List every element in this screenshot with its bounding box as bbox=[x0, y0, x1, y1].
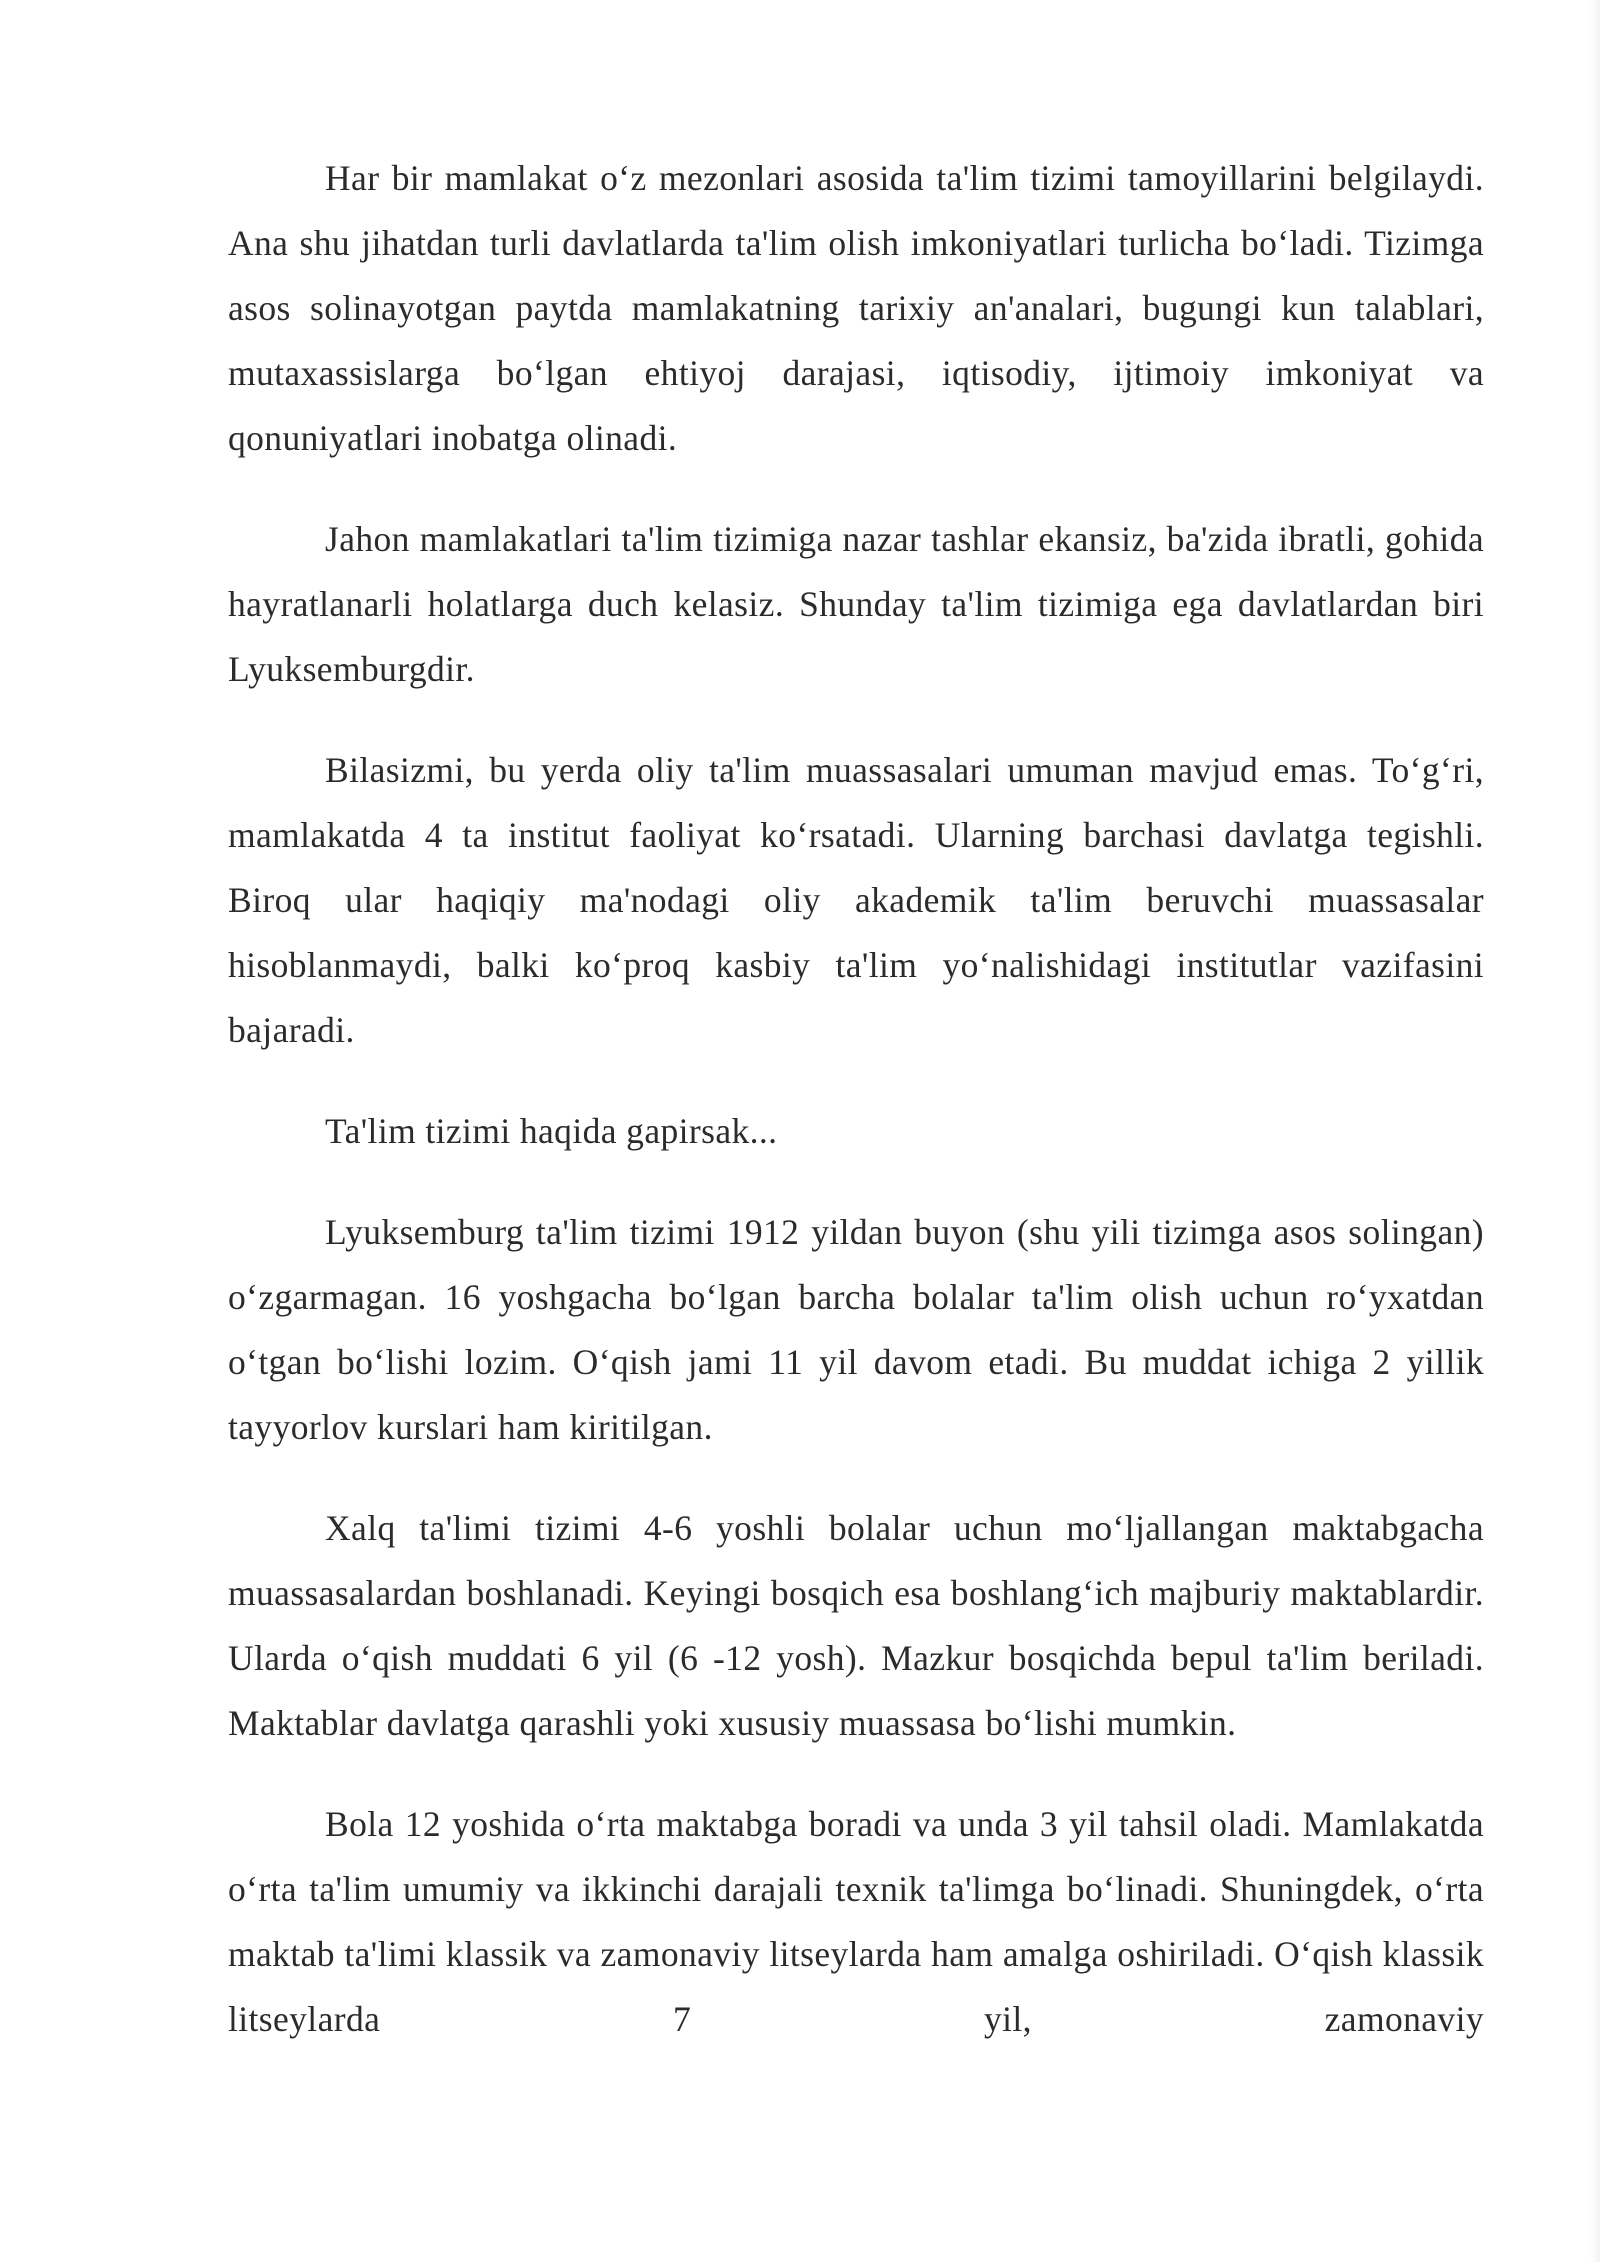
paragraph-2: Jahon mamlakatlari ta'lim tizimiga nazar tashlar ekansiz, ba'zida ibratli, gohida hayratlanarli holatlarga duch kelasiz. Shunday ta'lim tizimiga ega davlatlardan biri Lyuksemburgdir. bbox=[228, 519, 1484, 689]
page-edge-shadow bbox=[1590, 0, 1600, 2262]
document-page bbox=[228, 146, 1484, 2052]
paragraph-4: Ta'lim tizimi haqida gapirsak... bbox=[325, 1111, 778, 1151]
paragraph-7: Bola 12 yoshida o‘rta maktabga boradi va unda 3 yil tahsil oladi. Mamlakatda o‘rta ta'lim umumiy va ikkinchi darajali texnik ta'limga bo‘linadi. Shuningdek, o‘rta maktab ta'limi klassik va zamonaviy litseylarda ham amalga oshiriladi. O‘qish klassik litseylarda 7 yil, zamonaviy bbox=[228, 1804, 1484, 2039]
paragraph-3: Bilasizmi, bu yerda oliy ta'lim muassasalari umuman mavjud emas. To‘g‘ri, mamlakatda 4 ta institut faoliyat ko‘rsatadi. Ularning barchasi davlatga tegishli. Biroq ular haqiqiy ma'nodagi oliy akademik ta'lim beruvchi muassasalar hisoblanmaydi, balki ko‘proq kasbiy ta'lim yo‘nalishidagi institutlar vazifasini bajaradi. bbox=[228, 750, 1484, 1050]
paragraph-6: Xalq ta'limi tizimi 4-6 yoshli bolalar uchun mo‘ljallangan maktabgacha muassasalardan boshlanadi. Keyingi bosqich esa boshlang‘ich majburiy maktablardir. Ularda o‘qish muddati 6 yil (6 -12 yosh). Mazkur bosqichda bepul ta'lim beriladi. Maktablar davlatga qarashli yoki xususiy muassasa bo‘lishi mumkin. bbox=[228, 1508, 1484, 1743]
paragraph-1: Har bir mamlakat o‘z mezonlari asosida ta'lim tizimi tamoyillarini belgilaydi. Ana shu jihatdan turli davlatlarda ta'lim olish imkoniyatlari turlicha bo‘ladi. Tizimga asos solinayotgan paytda mamlakatning tarixiy an'analari, bugungi kun talablari, mutaxassislarga bo‘lgan ehtiyoj darajasi, iqtisodiy, ijtimoiy imkoniyat va qonuniyatlari inobatga olinadi. bbox=[228, 158, 1484, 458]
paragraph-5: Lyuksemburg ta'lim tizimi 1912 yildan buyon (shu yili tizimga asos solingan) o‘zgarmagan. 16 yoshgacha bo‘lgan barcha bolalar ta'lim olish uchun ro‘yxatdan o‘tgan bo‘lishi lozim. O‘qish jami 11 yil davom etadi. Bu muddat ichiga 2 yillik tayyorlov kurslari ham kiritilgan. bbox=[228, 1212, 1484, 1447]
